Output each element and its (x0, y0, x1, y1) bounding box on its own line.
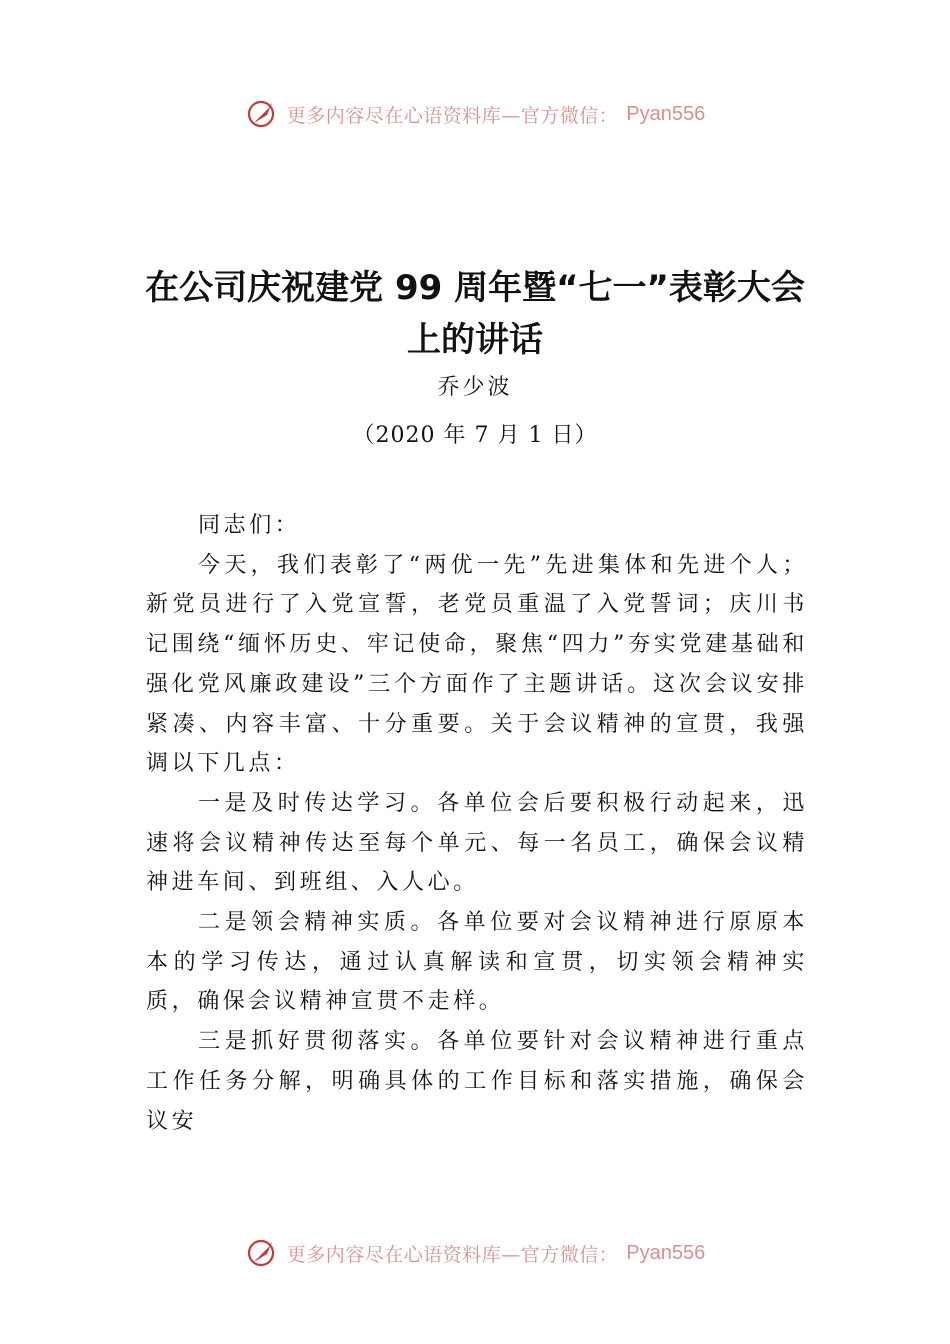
document-title: 在公司庆祝建党 99 周年暨“七一”表彰大会上的讲话 (145, 268, 805, 360)
banner-text: 更多内容尽在心语资料库—官方微信： (286, 1243, 619, 1266)
document-date: （2020 年 7 月 1 日） (352, 423, 598, 448)
body-paragraph: 一是及时传达学习。各单位会后要积极行动起来，迅速将会议精神传达至每个单元、每一名员工，确保会议精神进车间、到班组、入人心。 (146, 790, 808, 896)
salutation: 同志们： (198, 513, 301, 538)
body-paragraph: 今天，我们表彰了“两优一先”先进集体和先进个人；新党员进行了入党宣誓，老党员重温了入党誓词；庆川书记围绕“缅怀历史、牢记使命，聚焦“四力”夯实党建基础和强化党风廉政建设”三个方面作了主题讲话。这次会议安排紧凑、内容丰富、十分重要。关于会议精神的宣贯，我强调以下几点： (146, 552, 808, 777)
banner-text: 更多内容尽在心语资料库—官方微信： (286, 104, 619, 127)
feather-pen-logo-icon (245, 1236, 279, 1270)
banner-wechat-id: Pyan556 (626, 1241, 706, 1264)
body-paragraph: 三是抓好贯彻落实。各单位要针对会议精神进行重点工作任务分解，明确具体的工作目标和落实措施，确保会议安 (146, 1029, 808, 1134)
feather-pen-logo-icon (245, 97, 279, 131)
header-banner (0, 94, 950, 134)
footer-banner (0, 1233, 950, 1273)
document-author: 乔少波 (437, 375, 513, 400)
document-body (146, 506, 808, 1141)
body-paragraph: 二是领会精神实质。各单位要对会议精神进行原原本本的学习传达，通过认真解读和宣贯，切实领会精神实质，确保会议精神宣贯不走样。 (146, 910, 808, 1015)
banner-wechat-id: Pyan556 (626, 102, 706, 125)
